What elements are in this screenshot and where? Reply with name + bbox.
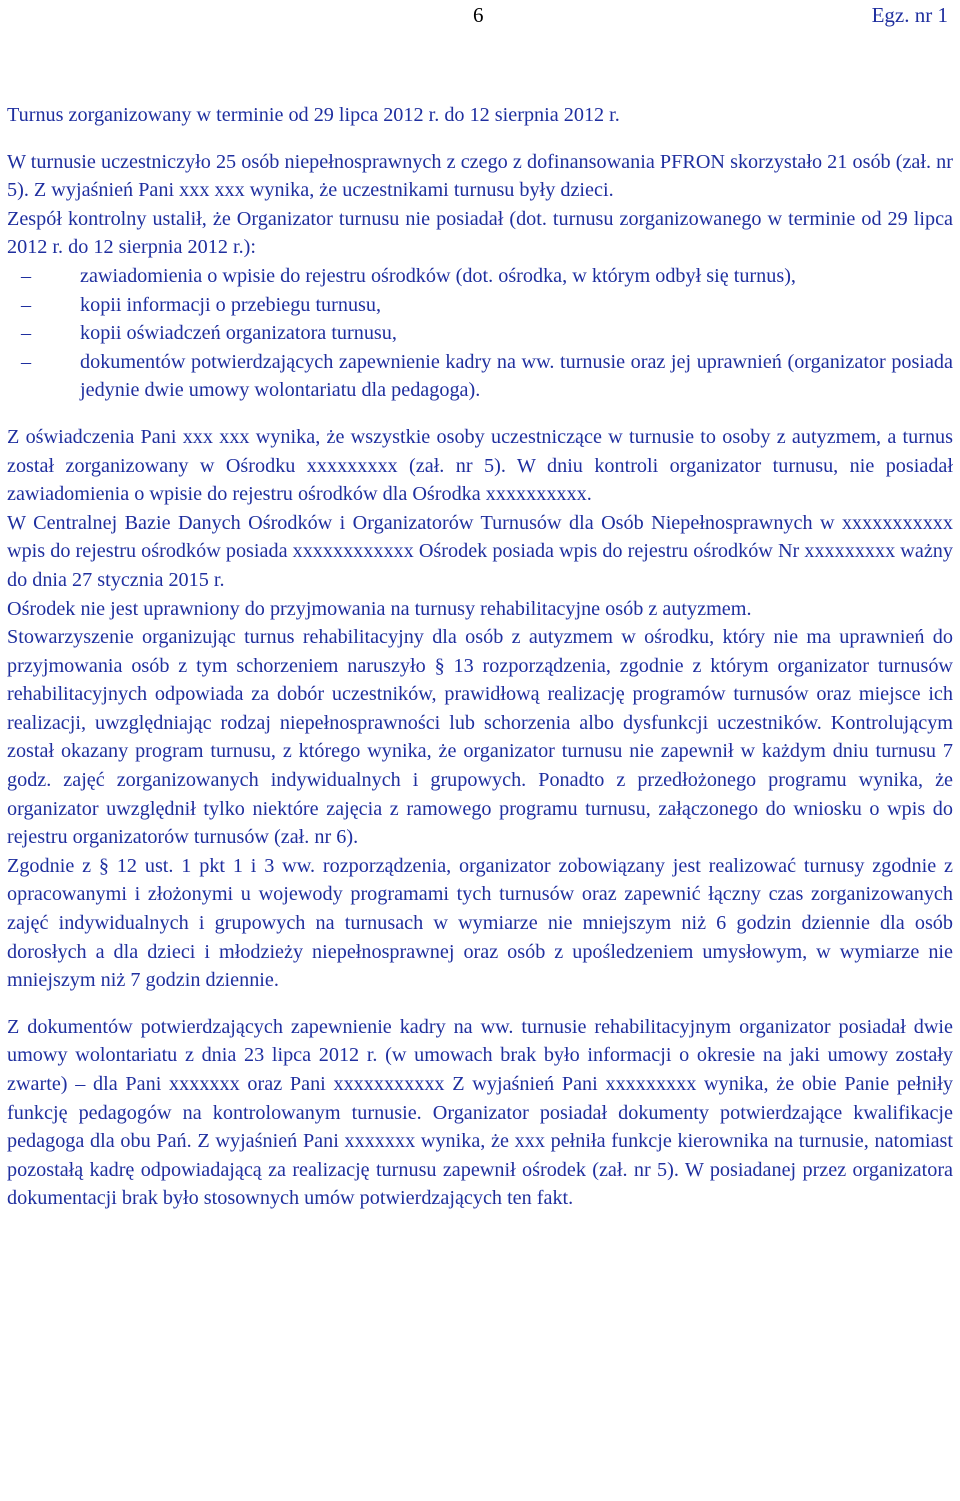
list-item-text: dokumentów potwierdzających zapewnienie kadry na ww. turnusie oraz jej uprawnień (organizator posiada jedynie dwie umowy wolontariatu dla pedagoga). [80,350,953,402]
paragraph-findings-intro: Zespół kontrolny ustalił, że Organizator turnusu nie posiadał (dot. turnusu zorganizowanego w terminie od 29 lipca 2012 r. do 12 sierpnia 2012 r.): [7,207,953,259]
paragraph-violation: Stowarzyszenie organizując turnus rehabilitacyjny dla osób z autyzmem w ośrodku, który nie ma uprawnień do przyjmowania osób z tym schorzeniem naruszyło § 13 rozporządzenia, zgodnie z którym organizator turnusów rehabilitacyjnych odpowiada za dobór uczestników, prawidłową realizację programów turnusów oraz miejsce ich realizacji, uwzględniając rodzaj niepełnosprawności lub schorzenia albo dysfunkcji uczestników. Kontrolującym został okazany program turnusu, z którego wynika, że organizator turnusu nie zapewnił w każdym dniu turnusu 7 godz. zajęć zorganizowanych indywidualnych i grupowych. Ponadto z przedłożonego programu wynika, że organizator uwzględnił tylko niektóre zajęcia z ramowego programu turnusu, załączonego do wniosku o wpis do rejestru organizatorów turnusów (zał. nr 6). [7,626,953,849]
list-item [7,291,953,320]
list-item-text: kopii informacji o przebiegu turnusu, [80,293,382,316]
document-body [7,101,953,1213]
dash-bullet: – [21,350,32,373]
section-heading: Turnus zorganizowany w terminie od 29 lipca 2012 r. do 12 sierpnia 2012 r. [7,104,620,126]
paragraph-regulation: Zgodnie z § 12 ust. 1 pkt 1 i 3 ww. rozporządzenia, organizator zobowiązany jest realizować turnusy zgodnie z opracowanymi i złożonymi u wojewody programami tych turnusów oraz zapewnić łączny czas zorganizowanych zajęć indywidualnych i grupowych na turnusach w wymiarze nie mniejszym niż 6 godzin dziennie dla osób dorosłych a dla dzieci i młodzieży niepełnosprawnej oraz osób z upośledzeniem umysłowym, w wymiarze nie mniejszym niż 7 godzin dziennie. [7,854,953,992]
dash-bullet: – [21,322,32,345]
list-item [7,348,953,405]
page-number: 6 [473,3,484,27]
list-item [7,262,953,291]
missing-documents-list [7,262,953,405]
paragraph-participants: W turnusie uczestniczyło 25 osób niepełnosprawnych z czego z dofinansowania PFRON skorzystało 21 osób (zał. nr 5). Z wyjaśnień Pani xxx xxx wynika, że uczestnikami turnusu były dzieci. [7,150,953,202]
list-item [7,319,953,348]
paragraph-declaration: Z oświadczenia Pani xxx xxx wynika, że wszystkie osoby uczestniczące w turnusie to osoby z autyzmem, a turnus został zorganizowany w Ośrodku xxxxxxxxx (zał. nr 5). W dniu kontroli organizator turnusu, nie posiadał zawiadomienia o wpisie do rejestru ośrodków dla Ośrodka xxxxxxxxxx. [7,425,953,506]
paragraph-not-authorized: Ośrodek nie jest uprawniony do przyjmowania na turnusy rehabilitacyjne osób z autyzmem. [7,597,752,620]
list-item-text: zawiadomienia o wpisie do rejestru ośrodków (dot. ośrodka, w którym odbył się turnus), [80,264,796,287]
paragraph-staff-documents: Z dokumentów potwierdzających zapewnienie kadry na ww. turnusie rehabilitacyjnym organizator posiadał dwie umowy wolontariatu z dnia 23 lipca 2012 r. (w umowach brak było informacji o okresie na jaki umowy zostały zwarte) – dla Pani xxxxxxx oraz Pani xxxxxxxxxxx Z wyjaśnień Pani xxxxxxxxx wynika, że obie Panie pełniły funkcję pedagogów na kontrolowanym turnusie. Organizator posiadał dokumenty potwierdzające kwalifikacje pedagoga dla obu Pań. Z wyjaśnień Pani xxxxxxx wynika, że xxx pełniła funkcje kierownika na turnusie, natomiast pozostałą kadrę odpowiadającą za realizację turnusu zapewnił ośrodek (zał. nr 5). W posiadanej przez organizatora dokumentacji brak było stosownych umów potwierdzających ten fakt. [7,1015,953,1210]
list-item-text: kopii oświadczeń organizatora turnusu, [80,322,397,345]
copy-label: Egz. nr 1 [871,3,948,27]
dash-bullet: – [21,293,32,316]
paragraph-central-database: W Centralnej Bazie Danych Ośrodków i Organizatorów Turnusów dla Osób Niepełnosprawnych w xxxxxxxxxxx wpis do rejestru ośrodków posiada xxxxxxxxxxxx Ośrodek posiada wpis do rejestru ośrodków Nr xxxxxxxxx ważny do dnia 27 stycznia 2015 r. [7,511,953,591]
dash-bullet: – [21,264,32,287]
